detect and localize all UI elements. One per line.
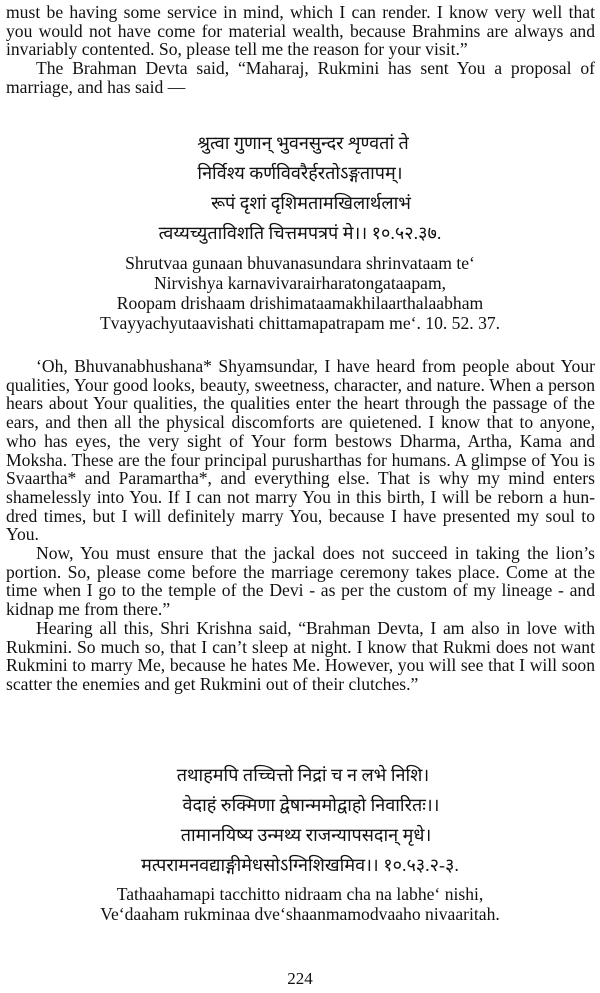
transliteration-verse-1 bbox=[0, 253, 600, 333]
sanskrit-verse-1 bbox=[0, 128, 600, 248]
body-paragraph: Hearing all this, Shri Krishna said, “Brahman Devta, I am also in love with Rukmini. So much so, that I can’t sleep at night. I know that Rukmi does not want Rukmini to marry Me, because he hates Me. However, you will see that I will soon scatter the enemies and get Rukmini out of their clutches.” bbox=[6, 617, 595, 694]
sanskrit-verse-2 bbox=[0, 760, 600, 880]
sanskrit-line: मत्परामनवद्याङ्गीमेधसोऽग्निशिखमिव।। १०.५३.२-३. bbox=[141, 855, 459, 875]
sanskrit-line: वेदाहं रुक्मिणा द्वेषान्ममोद्वाहो निवारितः।। bbox=[182, 795, 440, 815]
body-text bbox=[0, 357, 600, 694]
sanskrit-line: त्वय्यच्युताविशति चित्तमपत्रपं मे।। १०.५२.३७. bbox=[158, 223, 442, 243]
transliteration-line: Tathaahamapi tacchitto nidraam cha na labhe‘ nishi, bbox=[116, 884, 484, 904]
transliteration-line: Nirvishya karnavivarairharatongataapam, bbox=[153, 273, 447, 293]
sanskrit-line: रूपं दृशां दृशिमतामखिलार्थलाभं bbox=[211, 193, 411, 213]
transliteration-line: Shrutvaa gunaan bhuvanasundara shrinvataam te‘ bbox=[125, 253, 475, 273]
sanskrit-line: श्रुत्वा गुणान् भुवनसुन्दर शृण्वतां ते bbox=[197, 133, 409, 153]
body-paragraph: ‘Oh, Bhuvanabhushana* Shyamsundar, I have heard from people about Your qualities, Your good looks, beauty, sweetness, character, and nature. When a person hears about Your qualities, the qualities enter the heart through the passage of the ears, and then all the physical discomforts are quietened. I know that to anyone, who has eyes, the very sight of Your form bestows Dharma, Artha, Kama and Moksha. These are the four principal purusharthas for humans. A glimpse of You is Svaartha* and Paramartha*, and everything else. That is why my mind enters shamelessly into You. If I can not marry You in this birth, I will be reborn a hundred times, but I will definitely marry You, because I have presented my soul to You. bbox=[6, 356, 595, 545]
page-number: 224 bbox=[287, 969, 313, 988]
intro-text bbox=[0, 3, 600, 97]
intro-paragraph: The Brahman Devta said, “Maharaj, Rukmini has sent You a proposal of marriage, and has said — bbox=[6, 58, 595, 97]
body-paragraph: Now, You must ensure that the jackal does not succeed in taking the lion’s portion. So, please come before the marriage ceremony takes place. Come at the time when I go to the temple of the Devi - as per the custom of my lineage - and kidnap me from there.” bbox=[6, 543, 595, 620]
sanskrit-line: निर्विश्य कर्णविवरैर्हरतोऽङ्गतापम्। bbox=[197, 163, 403, 183]
intro-paragraph: must be having some service in mind, which I can render. I know very well that you would not have come for material wealth, because Brahmins are always and invariably contented. So, please tell me the reason for your visit.” bbox=[6, 2, 595, 60]
transliteration-line: Ve‘daaham rukminaa dve‘shaanmamodvaaho nivaaritah. bbox=[100, 904, 500, 924]
sanskrit-line: तामानयिष्य उन्मथ्य राजन्यापसदान् मृधे। bbox=[180, 825, 432, 845]
sanskrit-line: तथाहमपि तच्चित्तो निद्रां च न लभे निशि। bbox=[176, 765, 430, 785]
transliteration-line: Roopam drishaam drishimataamakhilaarthalaabham bbox=[116, 293, 484, 313]
transliteration-verse-2 bbox=[0, 884, 600, 924]
transliteration-line: Tvayyachyutaavishati chittamapatrapam me‘. 10. 52. 37. bbox=[99, 313, 501, 333]
